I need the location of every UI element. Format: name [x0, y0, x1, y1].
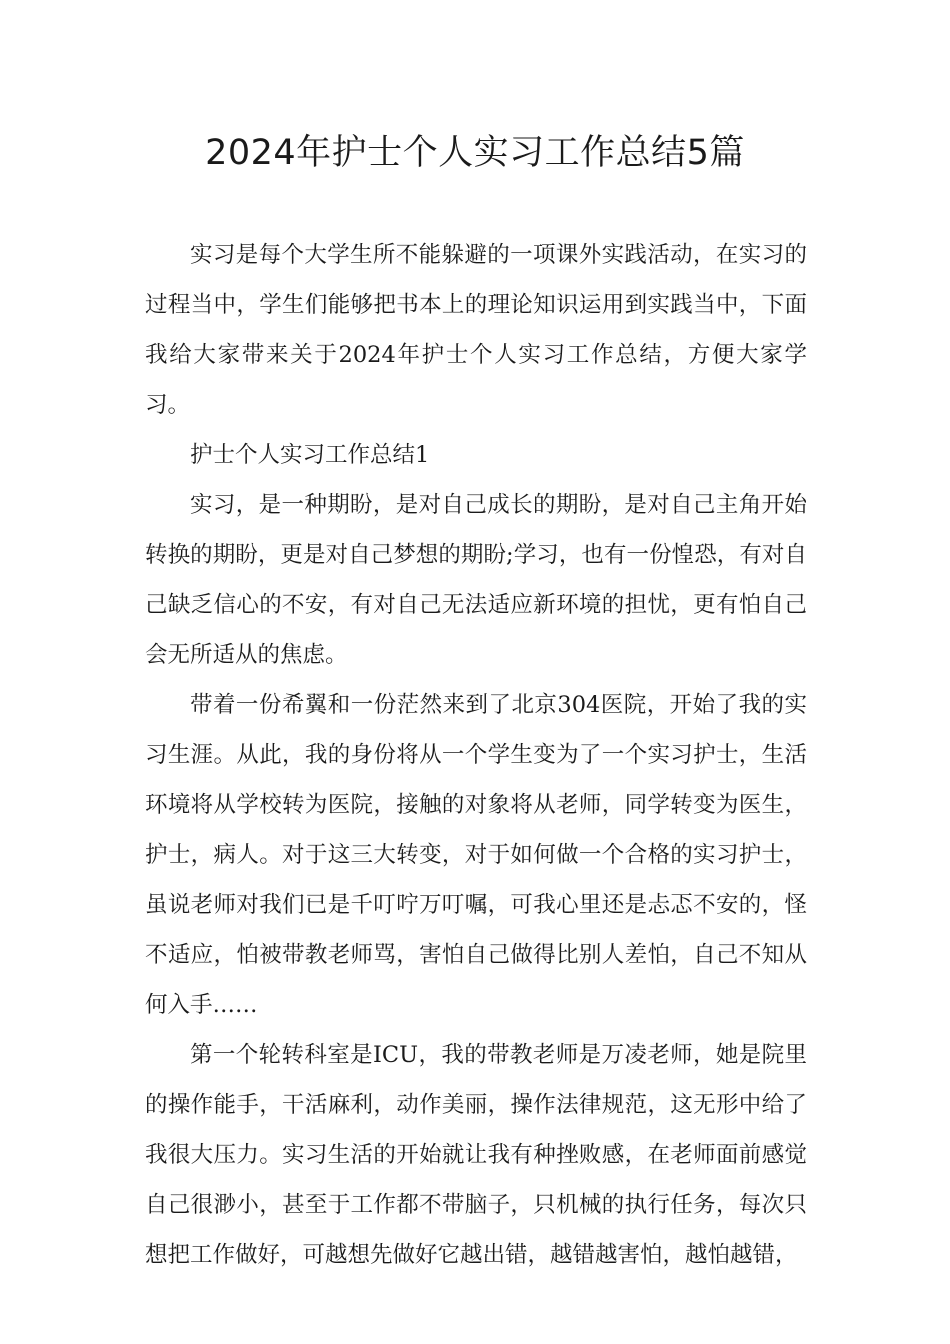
document-title: 2024年护士个人实习工作总结5篇	[205, 133, 745, 173]
body-paragraph: 第一个轮转科室是ICU，我的带教老师是万凌老师，她是院里的操作能手，干活麻利，动作美丽，操作法律规范，这无形中给了我很大压力。实习生活的开始就让我有种挫败感，在老师面前感觉自己很渺小，甚至于工作都不带脑子，只机械的执行任务，每次只想把工作做好，可越想先做好它越出错，越错越害怕，越怕越错，	[145, 1042, 807, 1268]
body-paragraph: 带着一份希翼和一份茫然来到了北京304医院，开始了我的实习生涯。从此，我的身份将从一个学生变为了一个实习护士，生活环境将从学校转为医院，接触的对象将从老师，同学转变为医生，护士，病人。对于这三大转变，对于如何做一个合格的实习护士，虽说老师对我们已是千叮咛万叮嘱，可我心里还是忐忑不安的，怪不适应，怕被带教老师骂，害怕自己做得比别人差怕，自己不知从何入手……	[145, 692, 807, 1018]
document-body	[145, 230, 807, 1280]
intro-paragraph: 实习是每个大学生所不能躲避的一项课外实践活动，在实习的过程当中，学生们能够把书本上的理论知识运用到实践当中，下面我给大家带来关于2024年护士个人实习工作总结，方便大家学习。	[145, 242, 807, 418]
body-paragraph: 实习，是一种期盼，是对自己成长的期盼，是对自己主角开始转换的期盼，更是对自己梦想的期盼;学习，也有一份惶恐，有对自己缺乏信心的不安，有对自己无法适应新环境的担忧，更有怕自己会无所适从的焦虑。	[145, 492, 807, 668]
section-heading: 护士个人实习工作总结1	[190, 442, 430, 468]
